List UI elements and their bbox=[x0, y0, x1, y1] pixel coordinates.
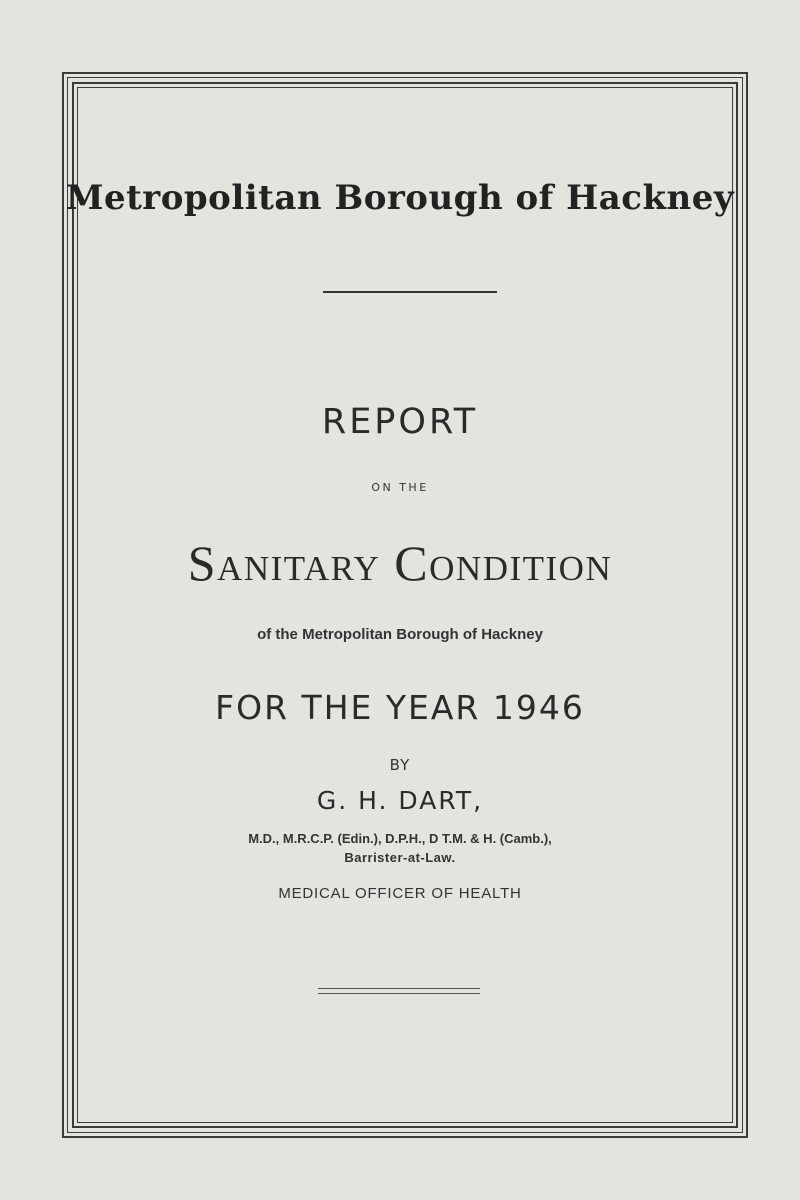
inner-border-frame bbox=[77, 87, 733, 1123]
borough-title: Metropolitan Borough of Hackney bbox=[65, 178, 735, 218]
author-name: G. H. DART, bbox=[316, 786, 484, 815]
year-line: FOR THE YEAR 1946 bbox=[215, 688, 585, 727]
bottom-double-rule bbox=[318, 988, 480, 994]
author-position: MEDICAL OFFICER OF HEALTH bbox=[278, 885, 522, 902]
on-the-label: ON THE bbox=[371, 481, 429, 494]
author-qualifications: M.D., M.R.C.P. (Edin.), D.P.H., D T.M. & H. (Camb.), bbox=[248, 831, 552, 846]
borough-subtitle: of the Metropolitan Borough of Hackney bbox=[257, 626, 543, 643]
report-heading: REPORT bbox=[321, 402, 479, 442]
author-barrister: Barrister-at-Law. bbox=[344, 850, 456, 865]
title-divider bbox=[323, 291, 497, 293]
by-label: BY bbox=[389, 756, 411, 774]
subject-heading: Sanitary Condition bbox=[187, 535, 613, 591]
